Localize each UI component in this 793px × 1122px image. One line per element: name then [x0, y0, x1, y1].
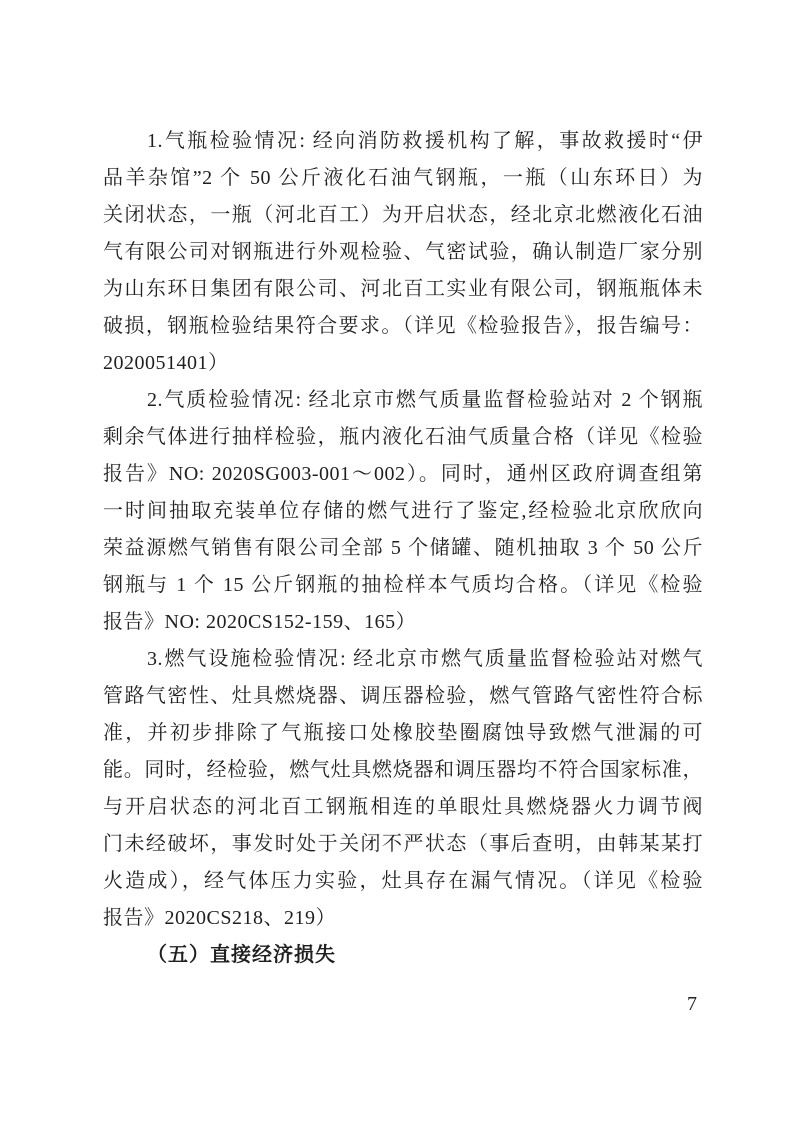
text-line: 3.燃气设施检验情况: 经北京市燃气质量监督检验站对燃气 — [147, 648, 703, 670]
page-number: 7 — [687, 993, 697, 1015]
text-line: 2.气质检验情况: 经北京市燃气质量监督检验站对 2 个钢瓶 — [147, 389, 703, 411]
text-line: 门未经破坏，事发时处于关闭不严状态（事后查明，由韩某某打 — [103, 833, 703, 855]
text-line: 准，并初步排除了气瓶接口处橡胶垫圈腐蚀导致燃气泄漏的可 — [103, 722, 703, 744]
text-line: 气有限公司对钢瓶进行外观检验、气密试验，确认制造厂家分别 — [103, 241, 703, 263]
text-line: 钢瓶与 1 个 15 公斤钢瓶的抽检样本气质均合格。（详见《检验 — [103, 574, 703, 596]
text-line: 破损，钢瓶检验结果符合要求。（详见《检验报告》，报告编号： — [103, 315, 703, 337]
text-line: 报告》2020CS218、219） — [103, 907, 336, 929]
section-heading: （五）直接经济损失 — [147, 944, 336, 966]
text-line: 2020051401） — [103, 352, 229, 374]
paragraph-gas-quality-inspection — [103, 382, 703, 641]
text-line: 荣益源燃气销售有限公司全部 5 个储罐、随机抽取 3 个 50 公斤 — [103, 537, 703, 559]
text-line: 管路气密性、灶具燃烧器、调压器检验，燃气管路气密性符合标 — [103, 685, 703, 707]
text-line: 报告》NO: 2020SG003-001～002）。同时，通州区政府调查组第 — [103, 463, 703, 485]
text-line: 关闭状态，一瓶（河北百工）为开启状态，经北京北燃液化石油 — [103, 204, 703, 226]
text-line: 为山东环日集团有限公司、河北百工实业有限公司，钢瓶瓶体未 — [103, 278, 703, 300]
text-line: 火造成），经气体压力实验，灶具存在漏气情况。（详见《检验 — [103, 870, 703, 892]
paragraph-cylinder-inspection — [103, 123, 703, 382]
text-line: 与开启状态的河北百工钢瓶相连的单眼灶具燃烧器火力调节阀 — [103, 796, 703, 818]
document-body — [103, 123, 703, 974]
text-line: 一时间抽取充装单位存储的燃气进行了鉴定,经检验北京欣欣向 — [103, 500, 703, 522]
text-line: 能。同时，经检验，燃气灶具燃烧器和调压器均不符合国家标准， — [103, 759, 703, 781]
text-line: 1.气瓶检验情况: 经向消防救援机构了解，事故救援时“伊 — [147, 130, 703, 152]
text-line: 品羊杂馆”2 个 50 公斤液化石油气钢瓶，一瓶（山东环日）为 — [103, 167, 703, 189]
text-line: 报告》NO: 2020CS152-159、165） — [103, 611, 417, 633]
text-line: 剩余气体进行抽样检验，瓶内液化石油气质量合格（详见《检验 — [103, 426, 703, 448]
paragraph-gas-facility-inspection — [103, 641, 703, 937]
